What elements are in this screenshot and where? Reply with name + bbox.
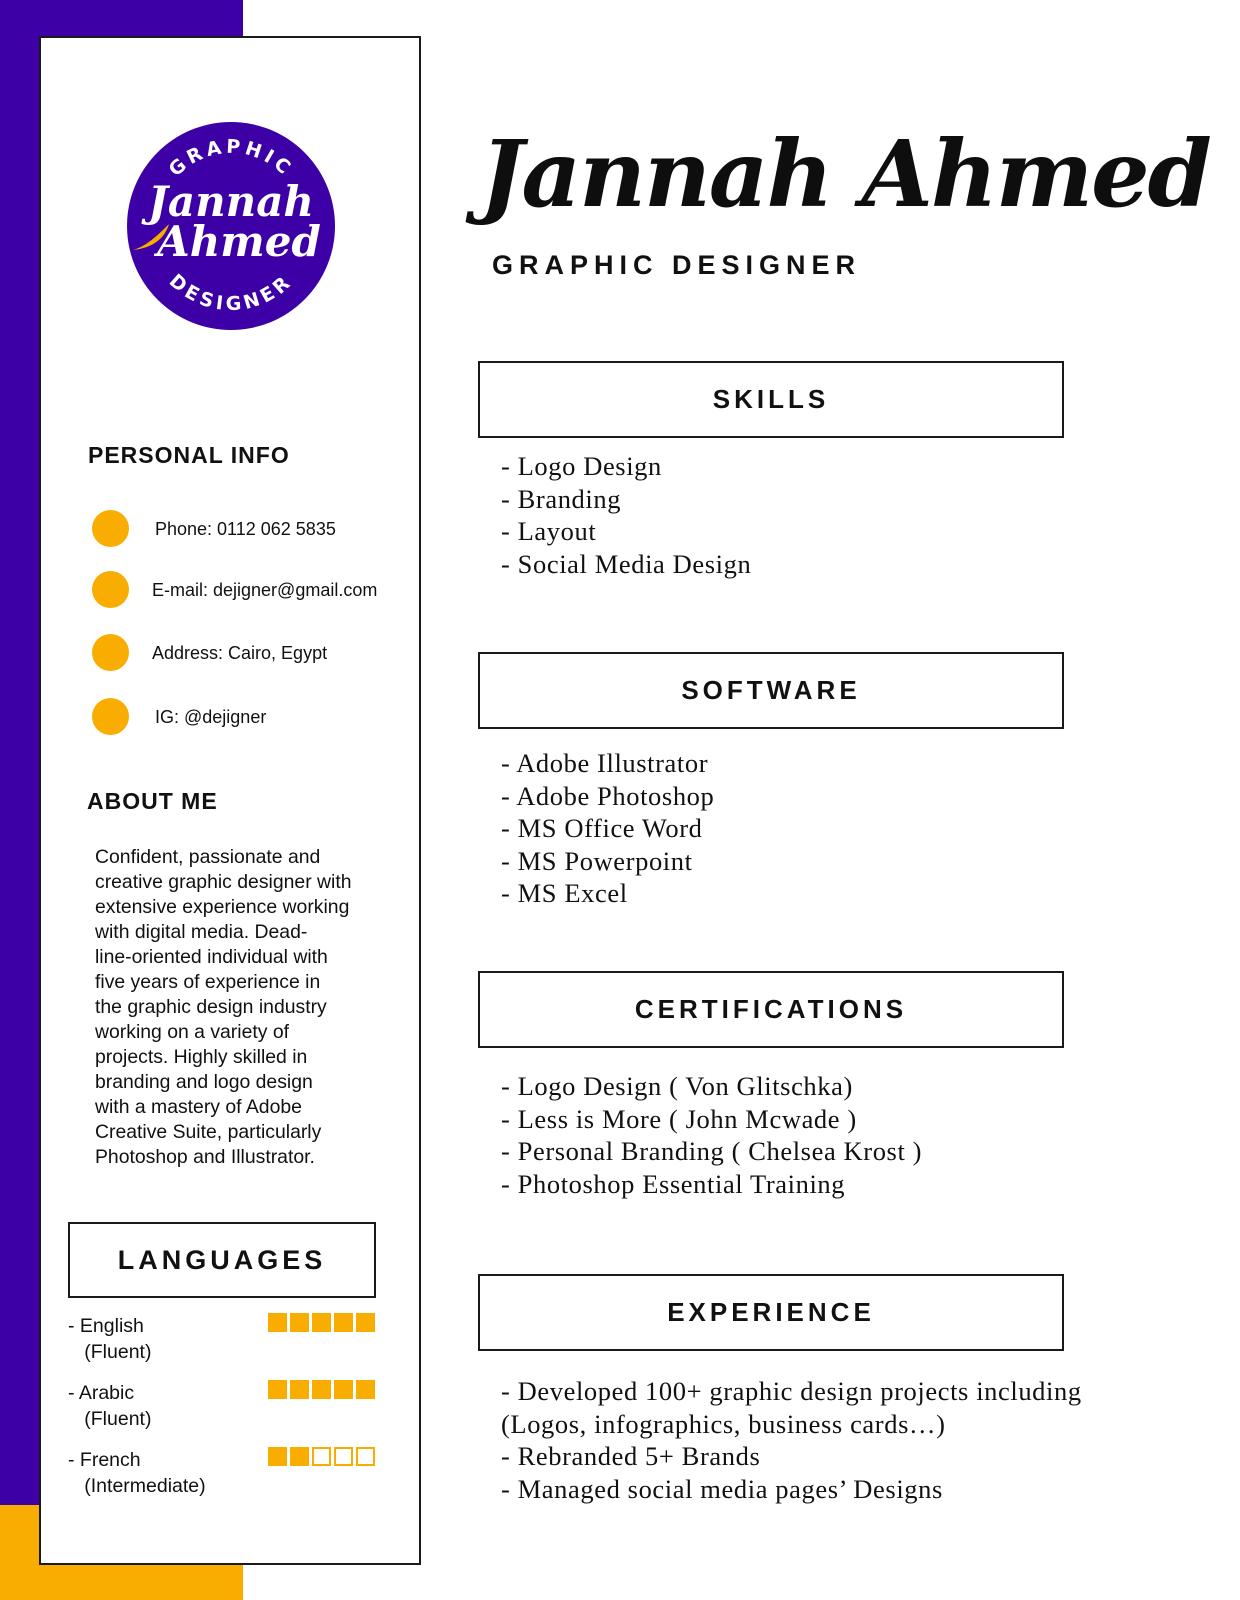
about-line: the graphic design industry (95, 996, 327, 1018)
rating-square-empty (356, 1447, 375, 1466)
list-item: - MS Excel (501, 878, 628, 908)
skills-list (501, 450, 751, 580)
list-item: - Logo Design (501, 451, 662, 481)
list-item: - Branding (501, 483, 622, 514)
language-rating (268, 1447, 375, 1466)
rating-square-filled (290, 1313, 309, 1332)
list-item: - Rebranded 5+ Brands (501, 1441, 761, 1471)
about-line: projects. Highly skilled in (95, 1046, 308, 1068)
email-text: E-mail: dejigner@gmail.com (152, 580, 378, 600)
language-level: (Fluent) (84, 1408, 152, 1430)
list-item: - Less is More ( John Mcwade ) (501, 1103, 857, 1134)
list-item: - Adobe Illustrator (501, 748, 709, 778)
list-item: - MS Powerpoint (501, 845, 693, 876)
personal-info-heading: PERSONAL INFO (88, 442, 290, 468)
about-line: line-oriented individual with (95, 946, 328, 968)
about-line: with a mastery of Adobe (95, 1096, 302, 1118)
dot-icon (92, 634, 129, 671)
language-name: - Arabic (68, 1382, 135, 1404)
list-item: - Personal Branding ( Chelsea Krost ) (501, 1136, 923, 1166)
rating-square-filled (290, 1447, 309, 1466)
language-label (68, 1380, 151, 1432)
about-line: with digital media. Dead- (95, 921, 308, 943)
about-line: branding and logo design (95, 1071, 313, 1093)
about-line: Photoshop and Illustrator. (95, 1146, 315, 1168)
rating-square-empty (312, 1447, 331, 1466)
experience-heading: EXPERIENCE (478, 1274, 1064, 1351)
dot-icon (92, 698, 129, 735)
logo-top-text: GRAPHIC (164, 135, 298, 182)
language-level: (Intermediate) (84, 1475, 206, 1497)
info-row-address (92, 634, 422, 672)
about-line: Creative Suite, particularly (95, 1121, 322, 1143)
rating-square-filled (312, 1313, 331, 1332)
instagram-text: IG: @dejigner (155, 707, 267, 727)
experience-list (501, 1375, 1082, 1505)
skills-heading: SKILLS (478, 361, 1064, 438)
rating-square-filled (334, 1380, 353, 1399)
address-text: Address: Cairo, Egypt (152, 643, 328, 663)
phone-text: Phone: 0112 062 5835 (155, 519, 336, 539)
list-item: - MS Office Word (501, 813, 703, 843)
language-item-french (68, 1447, 388, 1503)
list-item: - Layout (501, 516, 597, 546)
about-line: five years of experience in (95, 971, 321, 993)
about-line: creative graphic designer with (95, 871, 352, 893)
list-item: - Managed social media pages’ Designs (501, 1473, 943, 1504)
rating-square-filled (268, 1447, 287, 1466)
list-item: - Developed 100+ graphic design projects including (501, 1376, 1082, 1406)
about-line: Confident, passionate and (95, 846, 321, 868)
info-row-phone (92, 510, 422, 548)
rating-square-filled (334, 1313, 353, 1332)
language-name: - French (68, 1449, 141, 1471)
rating-square-filled (268, 1380, 287, 1399)
info-row-instagram (92, 698, 422, 736)
job-title: GRAPHIC DESIGNER (492, 250, 862, 280)
rating-square-filled (268, 1313, 287, 1332)
language-label (68, 1447, 206, 1499)
rating-square-filled (356, 1380, 375, 1399)
software-heading: SOFTWARE (478, 652, 1064, 729)
language-item-arabic (68, 1380, 388, 1436)
software-list (501, 747, 714, 910)
about-paragraph (95, 845, 405, 1170)
about-line: extensive experience working (95, 896, 350, 918)
about-heading: ABOUT ME (87, 788, 218, 814)
list-item: - Adobe Photoshop (501, 780, 715, 811)
rating-square-filled (356, 1313, 375, 1332)
language-label (68, 1313, 151, 1365)
language-rating (268, 1380, 375, 1399)
list-item: - Social Media Design (501, 548, 752, 579)
dot-icon (92, 571, 129, 608)
rating-square-filled (312, 1380, 331, 1399)
language-name: - English (68, 1315, 144, 1337)
about-line: working on a variety of (95, 1021, 290, 1043)
logo-bottom-text: DESIGNER (164, 269, 298, 316)
logo-line2: Ahmed (157, 217, 321, 266)
language-level: (Fluent) (84, 1341, 152, 1363)
rating-square-filled (290, 1380, 309, 1399)
languages-heading: LANGUAGES (68, 1222, 376, 1298)
dot-icon (92, 510, 129, 547)
rating-square-empty (334, 1447, 353, 1466)
certifications-list (501, 1070, 922, 1200)
list-item: - Photoshop Essential Training (501, 1168, 846, 1199)
logo-badge (125, 120, 337, 332)
language-rating (268, 1313, 375, 1332)
candidate-name: Jannah Ahmed (480, 120, 1210, 228)
language-item-english (68, 1313, 388, 1369)
info-row-email (92, 571, 422, 609)
logo-line1: Jannah (148, 177, 314, 226)
list-item: - Logo Design ( Von Glitschka) (501, 1071, 853, 1101)
certifications-heading: CERTIFICATIONS (478, 971, 1064, 1048)
list-item: (Logos, infographics, business cards…) (501, 1408, 946, 1439)
